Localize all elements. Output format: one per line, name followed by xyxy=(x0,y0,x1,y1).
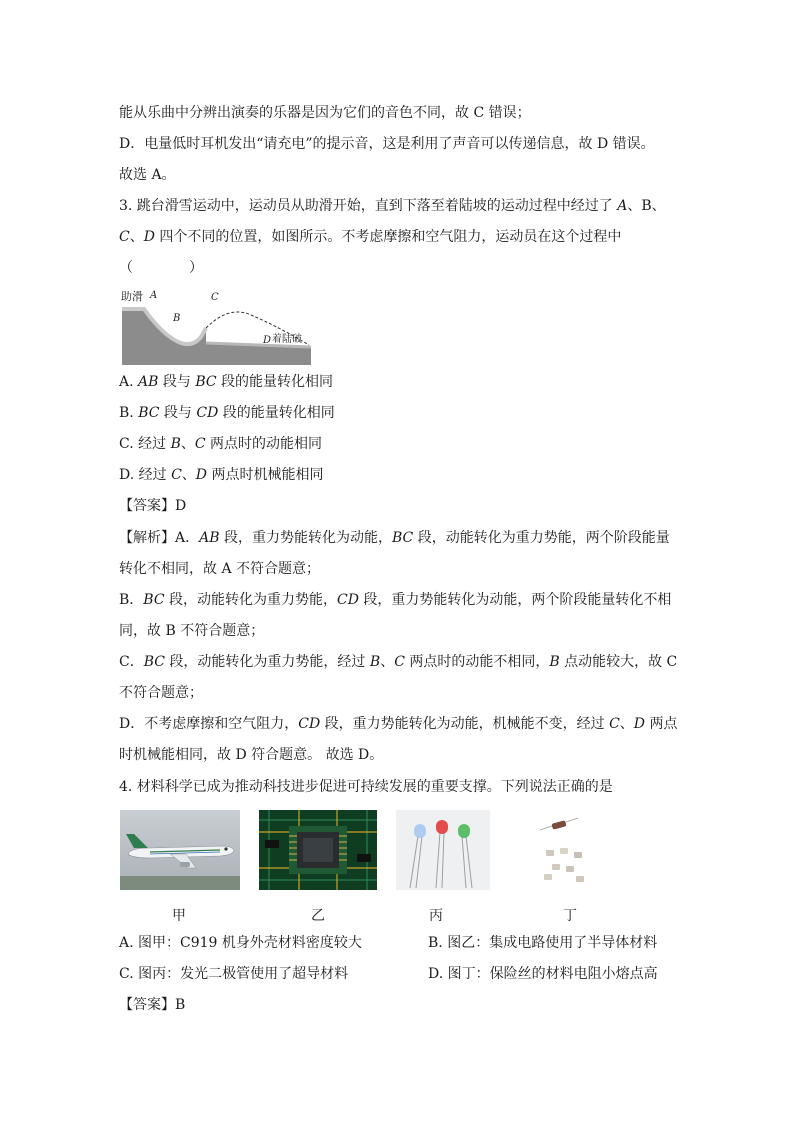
option-c: C. 图丙：发光二极管使用了超导材料 xyxy=(119,966,349,982)
option-d: D. 经过 C、D 两点时机械能相同 xyxy=(119,467,324,483)
option-c: C. 经过 B、C 两点时的动能相同 xyxy=(119,436,323,452)
label-point-a: A xyxy=(150,290,158,301)
caption-ding: 丁 xyxy=(563,908,577,924)
explanation-line: D．不考虑摩擦和空气阻力，CD 段，重力势能转化为动能，机械能不变，经过 C、D 两点 xyxy=(119,716,678,732)
answer-q3: 【答案】D xyxy=(119,498,187,514)
photo-fuses xyxy=(536,810,590,890)
option-b: B. 图乙：集成电路使用了半导体材料 xyxy=(428,935,658,951)
explanation-line: 不符合题意； xyxy=(119,685,203,701)
question-4-stem: 4. 材料科学已成为推动科技进步促进可持续发展的重要支撑。下列说法正确的是 xyxy=(119,779,613,795)
explanation-line: 转化不相同，故 A 不符合题意； xyxy=(119,561,321,577)
text-line: D．电量低时耳机发出“请充电”的提示音，这是利用了声音可以传递信息，故 D 错误。 xyxy=(119,136,655,152)
text-line: 能从乐曲中分辨出演奏的乐器是因为它们的音色不同，故 C 错误； xyxy=(119,105,531,121)
option-b: B. BC 段与 CD 段的能量转化相同 xyxy=(119,405,335,421)
option-d: D. 图丁：保险丝的材料电阻小熔点高 xyxy=(428,966,658,982)
caption-bing: 丙 xyxy=(429,908,443,924)
option-a: A. 图甲：C919 机身外壳材料密度较大 xyxy=(119,935,362,951)
answer-blank: （ ） xyxy=(119,260,203,276)
option-a: A. AB 段与 BC 段的能量转化相同 xyxy=(119,374,334,390)
explanation-line: C．BC 段，动能转化为重力势能，经过 B、C 两点时的动能不相同，B 点动能较大，故 C xyxy=(119,654,678,670)
photo-leds xyxy=(396,810,490,890)
answer-q4: 【答案】B xyxy=(119,997,186,1013)
caption-jia: 甲 xyxy=(172,908,186,924)
ski-jump-figure xyxy=(119,287,311,365)
explanation-line: 【解析】A．AB 段，重力势能转化为动能，BC 段，动能转化为重力势能，两个阶段能量 xyxy=(119,530,670,546)
question-3-stem: 3. 跳台滑雪运动中，运动员从助滑开始，直到下落至着陆坡的运动过程中经过了 A、B、 xyxy=(119,198,666,214)
question-3-stem-cont: C、D 四个不同的位置，如图所示。不考虑摩擦和空气阻力，运动员在这个过程中 xyxy=(119,229,622,245)
explanation-line: 时机械能相同，故 D 符合题意。 故选 D。 xyxy=(119,747,384,763)
label-zhuolupo: 着陆破 xyxy=(272,334,302,345)
explanation-line: B．BC 段，动能转化为重力势能，CD 段，重力势能转化为动能，两个阶段能量转化不相 xyxy=(119,592,672,608)
caption-yi: 乙 xyxy=(311,908,325,924)
label-point-d: D xyxy=(263,335,272,346)
explanation-line: 同，故 B 不符合题意； xyxy=(119,623,265,639)
label-point-b: B xyxy=(173,313,181,324)
photo-integrated-circuit xyxy=(259,810,377,890)
photo-c919-plane xyxy=(120,810,240,890)
text-line: 故选 A。 xyxy=(119,167,176,183)
label-zhuhua: 助滑 xyxy=(121,290,143,303)
label-point-c: C xyxy=(211,292,219,303)
